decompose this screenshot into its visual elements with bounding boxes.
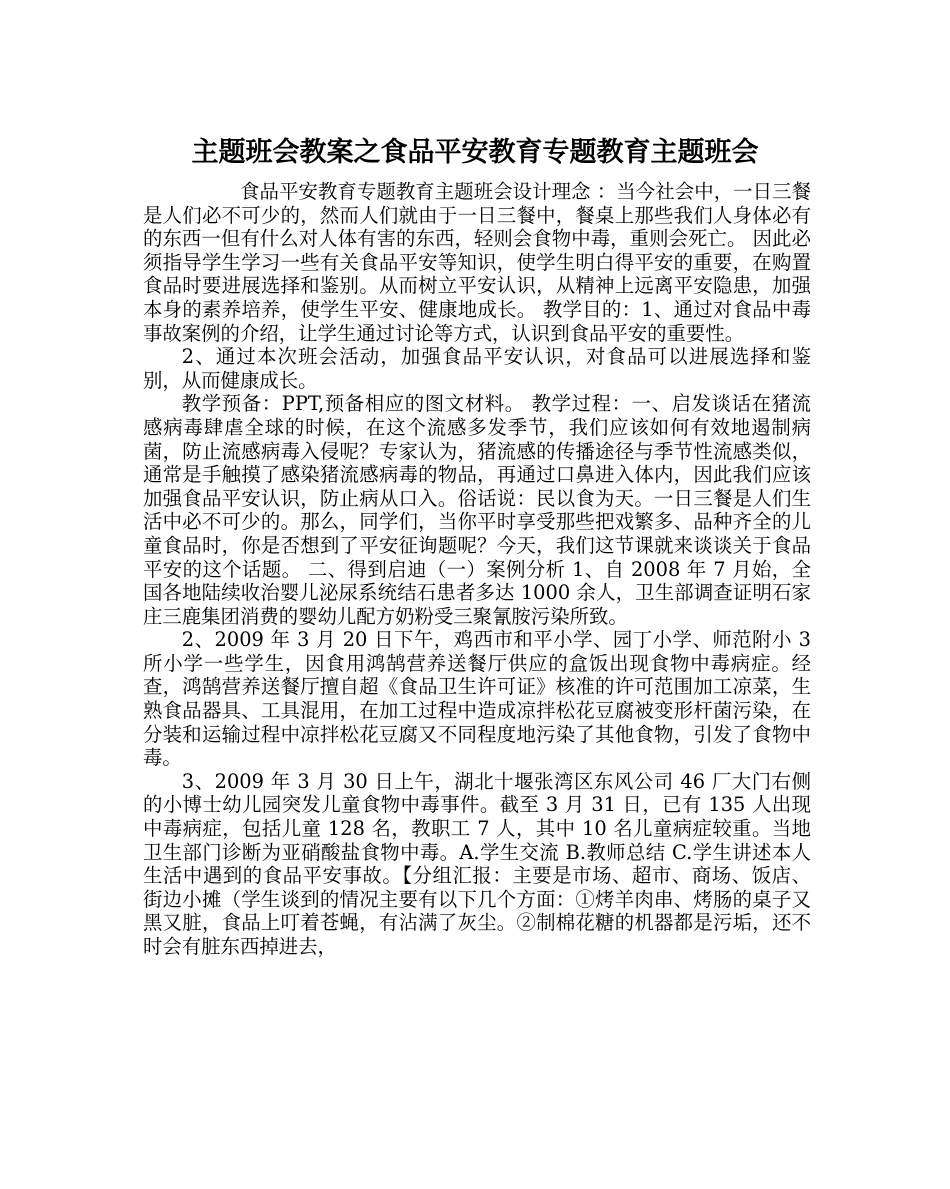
paragraph-teaching-process: 教学预备：PPT,预备相应的图文材料。 教学过程：一、启发谈话在猪流感病毒肆虐全球的时候，在这个流感多发季节，我们应该如何有效地遏制病菌，防止流感病毒入侵呢？专家认为，猪流感的传播途径与季节性流感类似，通常是手触摸了感染猪流感病毒的物品，再通过口鼻进入体内，因此我们应该加强食品平安认识，防止病从口入。俗话说：民以食为天。一日三餐是人们生活中必不可少的。那么，同学们，当你平时享受那些把戏繁多、品种齐全的儿童食品时，你是否想到了平安征询题呢？今天，我们这节课就来谈谈关于食品平安的这个话题。 二、得到启迪（一）案例分析 1、自 2008 年 7 月始，全国各地陆续收治婴儿泌尿系统结石患者多达 1000 余人，卫生部调查证明石家庄三鹿集团消费的婴幼儿配方奶粉受三聚氰胺污染所致。 bbox=[143, 392, 811, 628]
paragraph-objective-2: 2、通过本次班会活动，加强食品平安认识，对食品可以进展选择和鉴别，从而健康成长。 bbox=[143, 345, 811, 392]
paragraph-case-2: 2、2009 年 3 月 20 日下午，鸡西市和平小学、园丁小学、师范附小 3 所小学一些学生，因食用鸿鹄营养送餐厅供应的盒饭出现食物中毒病症。经查，鸿鹄营养送餐厅擅自超《食品卫生许可证》核准的许可范围加工凉菜，生熟食品器具、工具混用，在加工过程中造成凉拌松花豆腐被变形杆菌污染，在分装和运输过程中凉拌松花豆腐又不同程度地污染了其他食物，引发了食物中毒。 bbox=[143, 628, 811, 770]
paragraph-design-concept: 食品平安教育专题教育主题班会设计理念 ：当今社会中，一日三餐是人们必不可少的，然而人们就由于一日三餐中，餐桌上那些我们人身体必有的东西一但有什么对人体有害的东西，轻则会食物中毒，重则会死亡。 因此必须指导学生学习一些有关食品平安等知识，使学生明白得平安的重要，在购置食品时要进展选择和鉴别。从而树立平安认识，从精神上远离平安隐患，加强本身的素养培养，使学生平安、健康地成长。 教学目的：1、通过对食品中毒事故案例的介绍，让学生通过讨论等方式，认识到食品平安的重要性。 bbox=[143, 180, 811, 345]
document-body bbox=[143, 180, 811, 959]
paragraph-case-3: 3、2009 年 3 月 30 日上午，湖北十堰张湾区东风公司 46 厂大门右侧的小博士幼儿园突发儿童食物中毒事件。截至 3 月 31 日，已有 135 人出现中毒病症，包括儿童 128 名，教职工 7 人，其中 10 名儿童病症较重。当地卫生部门诊断为亚硝酸盐食物中毒。A.学生交流 B.教师总结 C.学生讲述本人生活中遇到的食品平安事故。【分组汇报：主要是市场、超市、商场、饭店、街边小摊（学生谈到的情况主要有以下几个方面：①烤羊肉串、烤肠的桌子又黑又脏，食品上叮着苍蝇，有沾满了灰尘。②制棉花糖的机器都是污垢，还不时会有脏东西掉进去， bbox=[143, 769, 811, 958]
document-title: 主题班会教案之食品平安教育专题教育主题班会 bbox=[191, 137, 759, 168]
